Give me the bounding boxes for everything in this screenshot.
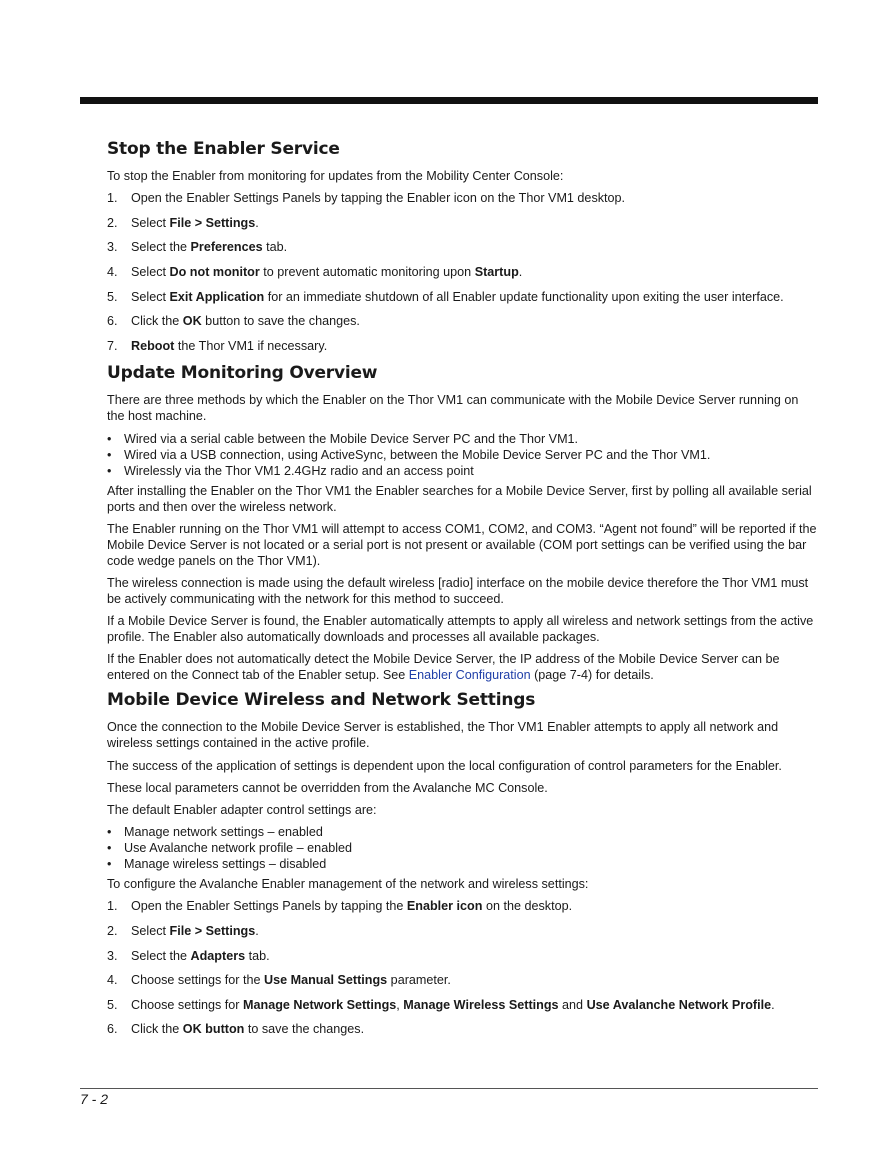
bullet-text: Manage network settings – enabled (124, 825, 323, 840)
text: (page 7-4) for details. (530, 668, 654, 683)
step-text-part: Select (131, 924, 170, 938)
step-number: 4. (107, 973, 118, 988)
step-text-part: . (518, 264, 523, 279)
bullet-icon: • (107, 825, 112, 840)
steps-list (107, 190, 817, 354)
step-text (131, 972, 451, 988)
step-number: 2. (107, 924, 118, 938)
step-text-part: Choose settings for the (131, 973, 265, 988)
step-item (107, 997, 817, 1013)
step-text (131, 997, 775, 1013)
step-item (107, 338, 817, 354)
step-text (131, 923, 259, 939)
step-item (107, 1021, 817, 1037)
step-emphasis: File > Settings (169, 924, 256, 938)
step-text-part: the Thor VM1 if necessary. (174, 338, 328, 353)
step-number: 5. (107, 997, 118, 1012)
step-text-part: Click the (131, 314, 183, 329)
paragraph: Once the connection to the Mobile Device Server is established, the Thor VM1 Enabler attempts to apply all network and wireless settings contained in the active profile. (107, 720, 779, 751)
step-text-part: . (255, 924, 259, 938)
step-emphasis: Manage Network Settings (243, 997, 397, 1012)
bullet-text: Wired via a serial cable between the Mobile Device Server PC and the Thor VM1. (124, 431, 579, 446)
bullet-text: Manage wireless settings – disabled (124, 857, 327, 872)
paragraph (107, 651, 817, 683)
paragraph: After installing the Enabler on the Thor VM1 the Enabler searches for a Mobile Device Server, first by polling all available serial ports and then over the wireless network. (107, 483, 812, 514)
step-emphasis: Reboot (131, 338, 175, 353)
step-text-part: Select the (131, 240, 191, 255)
step-item (107, 239, 817, 255)
step-emphasis: File > Settings (169, 215, 256, 230)
step-item (107, 215, 817, 231)
step-text-part: tab. (245, 948, 270, 963)
section-heading-wireless-network: Mobile Device Wireless and Network Settings (107, 690, 536, 711)
step-item (107, 923, 817, 939)
bullet-icon: • (107, 431, 112, 446)
step-emphasis: Enabler icon (406, 899, 483, 914)
step-text (131, 190, 625, 206)
bullet-list (107, 824, 817, 872)
step-emphasis: Adapters (190, 948, 246, 963)
step-text-part: to prevent automatic monitoring upon (259, 264, 475, 279)
section-heading-stop-enabler: Stop the Enabler Service (107, 139, 340, 159)
step-number: 3. (107, 240, 118, 255)
step-number: 4. (107, 264, 118, 279)
step-text (131, 898, 572, 914)
step-text-part: to save the changes. (244, 1022, 365, 1037)
step-text (131, 239, 287, 255)
step-text-part: , (396, 997, 404, 1012)
step-text-part: Select (131, 215, 170, 230)
step-text-part: Select (131, 289, 170, 304)
step-text (131, 289, 784, 305)
step-number: 2. (107, 215, 118, 230)
step-number: 3. (107, 948, 118, 963)
step-text-part: button to save the changes. (201, 314, 360, 329)
step-text-part: . (771, 997, 775, 1012)
step-number: 1. (107, 191, 118, 206)
step-number: 1. (107, 899, 118, 914)
bullet-item (107, 824, 817, 840)
section-heading-update-monitoring: Update Monitoring Overview (107, 363, 378, 384)
step-emphasis: Do not monitor (169, 264, 260, 279)
step-item (107, 898, 817, 914)
step-text-part: Open the Enabler Settings Panels by tapping the (131, 899, 407, 914)
enabler-configuration-link[interactable]: Enabler Configuration (408, 668, 531, 683)
step-emphasis: Use Avalanche Network Profile (586, 997, 772, 1012)
paragraph: To configure the Avalanche Enabler management of the network and wireless settings: (107, 877, 589, 892)
bullet-icon: • (107, 463, 112, 478)
steps-list (107, 898, 817, 1037)
bullet-text: Wired via a USB connection, using ActiveSync, between the Mobile Device Server PC and the Thor VM1. (124, 447, 711, 462)
bullet-icon: • (107, 841, 112, 856)
step-text-part: for an immediate shutdown of all Enabler update functionality upon exiting the user interface. (264, 289, 784, 304)
bullet-list (107, 431, 817, 479)
paragraph: The success of the application of settings is dependent upon the local configuration of control parameters for the Enabler. (107, 758, 782, 773)
text: If the Enabler does not automatically detect the Mobile Device Server, the IP address of the Mobile Device Server can be entered on the Connect tab of the Enabler setup. See (107, 652, 780, 683)
step-text-part: Open the Enabler Settings Panels by tapping the Enabler icon on the Thor VM1 desktop. (131, 191, 626, 206)
step-text-part: Select (131, 264, 170, 279)
step-emphasis: Exit Application (169, 289, 265, 304)
step-text (131, 1021, 364, 1037)
bullet-icon: • (107, 447, 112, 462)
bullet-item (107, 447, 817, 463)
bullet-item (107, 856, 817, 872)
bullet-item (107, 840, 817, 856)
step-item (107, 289, 817, 305)
step-number: 7. (107, 338, 118, 353)
step-number: 6. (107, 314, 118, 329)
paragraph: The wireless connection is made using the default wireless [radio] interface on the mobile device therefore the Thor VM1 must be actively communicating with the network for this method to succeed. (107, 575, 809, 606)
step-item (107, 264, 817, 280)
step-item (107, 190, 817, 206)
step-text (131, 215, 259, 231)
bullet-icon: • (107, 857, 112, 872)
step-text-part: Select the (131, 948, 191, 963)
paragraph: The Enabler running on the Thor VM1 will attempt to access COM1, COM2, and COM3. “Agent not found” will be reported if the Mobile Device Server is not located or a serial port is not present or available (COM port settings can be verified using the bar code wedge panels on the Thor VM1). (107, 521, 817, 568)
step-text-part: . (255, 215, 259, 230)
step-item (107, 948, 817, 964)
step-emphasis: OK (182, 314, 202, 329)
step-emphasis: Preferences (190, 240, 263, 255)
step-item (107, 313, 817, 329)
step-text-part: on the desktop. (482, 899, 573, 914)
header-rule (80, 97, 818, 104)
bullet-item (107, 431, 817, 447)
bullet-text: Wirelessly via the Thor VM1 2.4GHz radio and an access point (124, 463, 474, 478)
step-item (107, 972, 817, 988)
paragraph: There are three methods by which the Enabler on the Thor VM1 can communicate with the Mobile Device Server running on the host machine. (107, 393, 799, 424)
step-emphasis: Startup (474, 264, 519, 279)
step-text (131, 338, 327, 354)
step-text-part: and (558, 997, 587, 1012)
bullet-item (107, 463, 817, 479)
paragraph: The default Enabler adapter control settings are: (107, 803, 377, 818)
step-number: 6. (107, 1022, 118, 1037)
step-emphasis: OK button (182, 1022, 245, 1037)
step-text (131, 313, 360, 329)
footer-rule (80, 1088, 818, 1089)
step-text (131, 264, 522, 280)
bullet-text: Use Avalanche network profile – enabled (124, 841, 353, 856)
section-intro: To stop the Enabler from monitoring for updates from the Mobility Center Console: (107, 169, 564, 183)
step-text-part: Click the (131, 1022, 183, 1037)
step-text-part: parameter. (387, 973, 451, 988)
step-text-part: tab. (262, 240, 288, 255)
paragraph: These local parameters cannot be overridden from the Avalanche MC Console. (107, 780, 548, 795)
page-content (107, 138, 817, 1046)
step-number: 5. (107, 289, 118, 304)
paragraph: If a Mobile Device Server is found, the Enabler automatically attempts to apply all wireless and network settings from the active profile. The Enabler also automatically downloads and processes all available packages. (107, 614, 814, 645)
step-emphasis: Manage Wireless Settings (403, 997, 559, 1012)
step-text-part: Choose settings for (131, 997, 244, 1012)
step-emphasis: Use Manual Settings (264, 973, 388, 988)
page-number: 7 - 2 (80, 1091, 109, 1107)
step-text (131, 948, 270, 964)
